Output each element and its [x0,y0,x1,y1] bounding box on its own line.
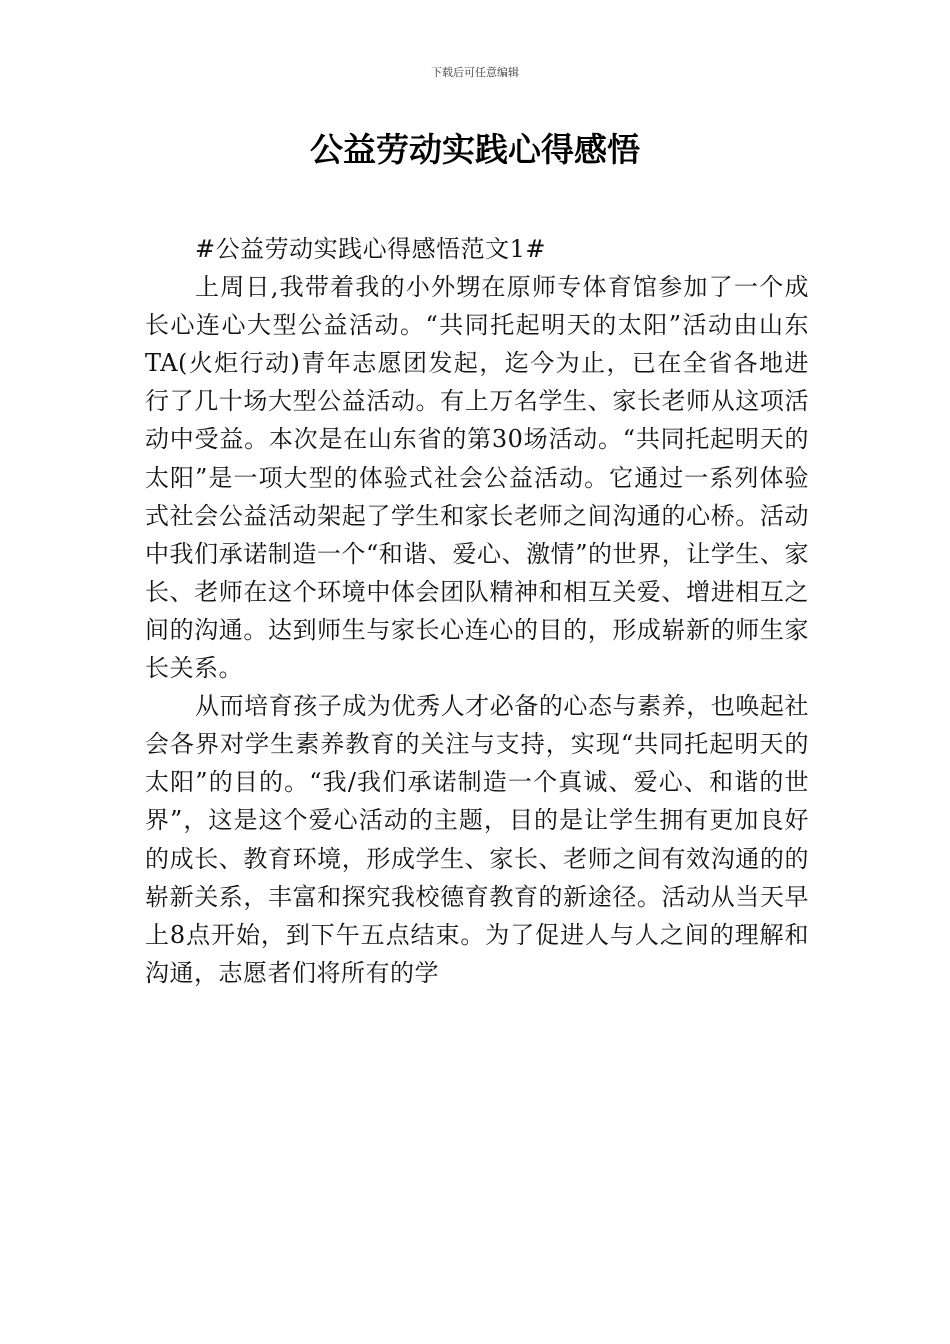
header-note: 下载后可任意编辑 [431,66,519,79]
page-title: 公益劳动实践心得感悟 [310,130,640,169]
body-paragraph: 从而培育孩子成为优秀人才必备的心态与素养，也唤起社会各界对学生素养教育的关注与支持，实现“共同托起明天的太阳”的目的。“我/我们承诺制造一个真诚、爱心、和谐的世界”，这是这个爱心活动的主题，目的是让学生拥有更加良好的成长、教育环境，形成学生、家长、老师之间有效沟通的的崭新关系，丰富和探究我校德育教育的新途径。活动从当天早上8点开始，到下午五点结束。为了促进人与人之间的理解和沟通，志愿者们将所有的学 [145,692,809,987]
document-body [145,230,809,992]
body-paragraph: 上周日,我带着我的小外甥在原师专体育馆参加了一个成长心连心大型公益活动。“共同托起明天的太阳”活动由山东TA(火炬行动)青年志愿团发起，迄今为止，已在全省各地进行了几十场大型公益活动。有上万名学生、家长老师从这项活动中受益。本次是在山东省的第30场活动。“共同托起明天的太阳”是一项大型的体验式社会公益活动。它通过一系列体验式社会公益活动架起了学生和家长老师之间沟通的心桥。活动中我们承诺制造一个“和谐、爱心、激情”的世界，让学生、家长、老师在这个环境中体会团队精神和相互关爱、增进相互之间的沟通。达到师生与家长心连心的目的，形成崭新的师生家长关系。 [145,273,809,683]
section-heading: #公益劳动实践心得感悟范文1# [195,235,546,263]
